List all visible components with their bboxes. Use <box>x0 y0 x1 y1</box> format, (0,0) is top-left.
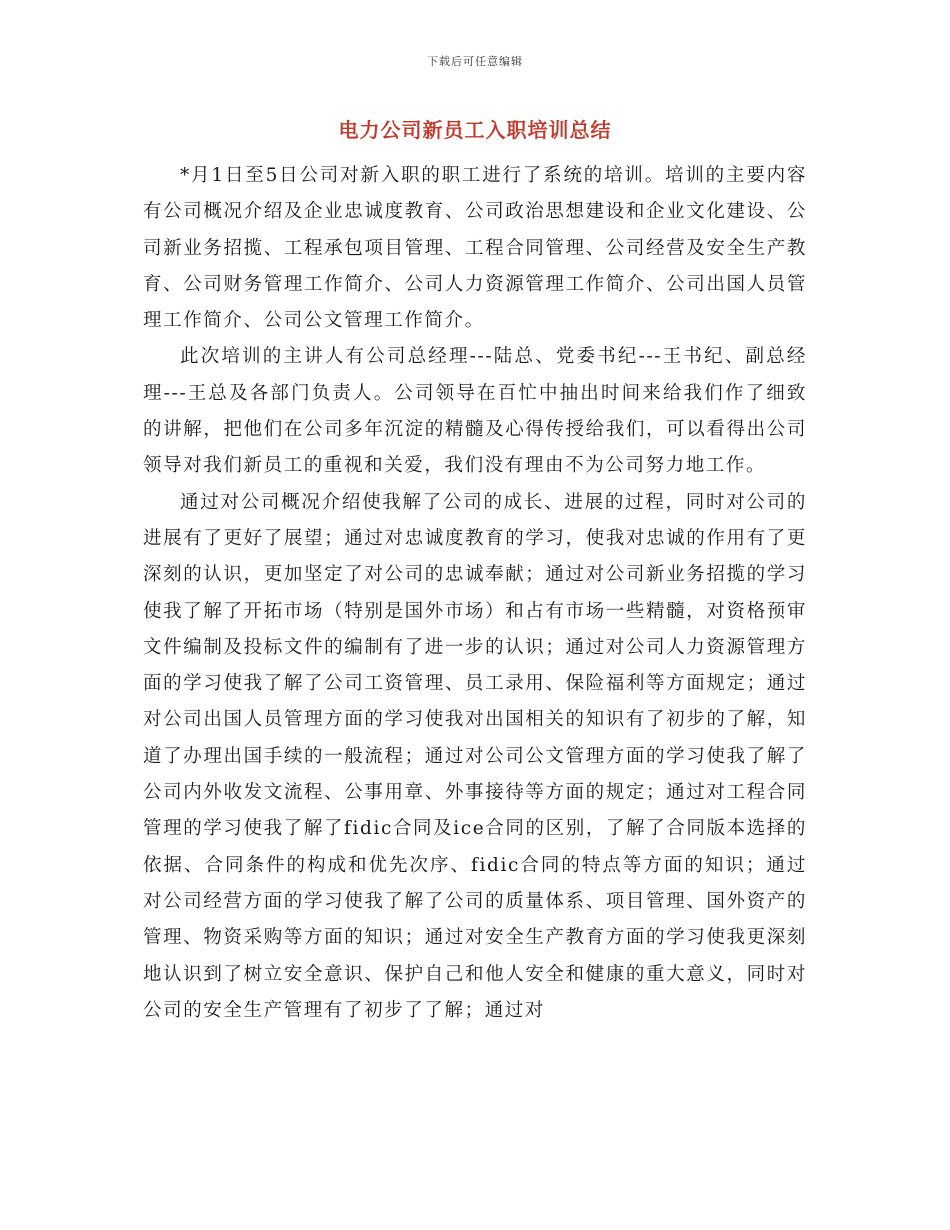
document-body <box>143 158 807 1029</box>
paragraph-speakers: 此次培训的主讲人有公司总经理---陆总、党委书纪---王书纪、副总经理---王总及各部门负责人。公司领导在百忙中抽出时间来给我们作了细致的讲解，把他们在公司多年沉淀的精髓及心得传授给我们，可以看得出公司领导对我们新员工的重视和关爱，我们没有理由不为公司努力地工作。 <box>143 346 807 477</box>
paragraph-learnings: 通过对公司概况介绍使我解了公司的成长、进展的过程，同时对公司的进展有了更好了展望；通过对忠诚度教育的学习，使我对忠诚的作用有了更深刻的认识，更加坚定了对公司的忠诚奉献；通过对公司新业务招揽的学习使我了解了开拓市场（特别是国外市场）和占有市场一些精髓，对资格预审文件编制及投标文件的编制有了进一步的认识；通过对公司人力资源管理方面的学习使我了解了公司工资管理、员工录用、保险福利等方面规定；通过对公司出国人员管理方面的学习使我对出国相关的知识有了初步的了解，知道了办理出国手续的一般流程；通过对公司公文管理方面的学习使我了解了公司内外收发文流程、公事用章、外事接待等方面的规定；通过对工程合同管理的学习使我了解了fidic合同及ice合同的区别，了解了合同版本选择的依据、合同条件的构成和优先次序、fidic合同的特点等方面的知识；通过对公司经营方面的学习使我了解了公司的质量体系、项目管理、国外资产的管理、物资采购等方面的知识；通过对安全生产教育方面的学习使我更深刻地认识到了树立安全意识、保护自己和他人安全和健康的重大意义，同时对公司的安全生产管理有了初步了了解；通过对 <box>143 491 807 1021</box>
paragraph-intro: *月1日至5日公司对新入职的职工进行了系统的培训。培训的主要内容有公司概况介绍及企业忠诚度教育、公司政治思想建设和企业文化建设、公司新业务招揽、工程承包项目管理、工程合同管理、公司经营及安全生产教育、公司财务管理工作简介、公司人力资源管理工作简介、公司出国人员管理工作简介、公司公文管理工作简介。 <box>143 165 807 332</box>
header-note: 下载后可任意编辑 <box>427 55 523 68</box>
document-title: 电力公司新员工入职培训总结 <box>338 118 612 142</box>
